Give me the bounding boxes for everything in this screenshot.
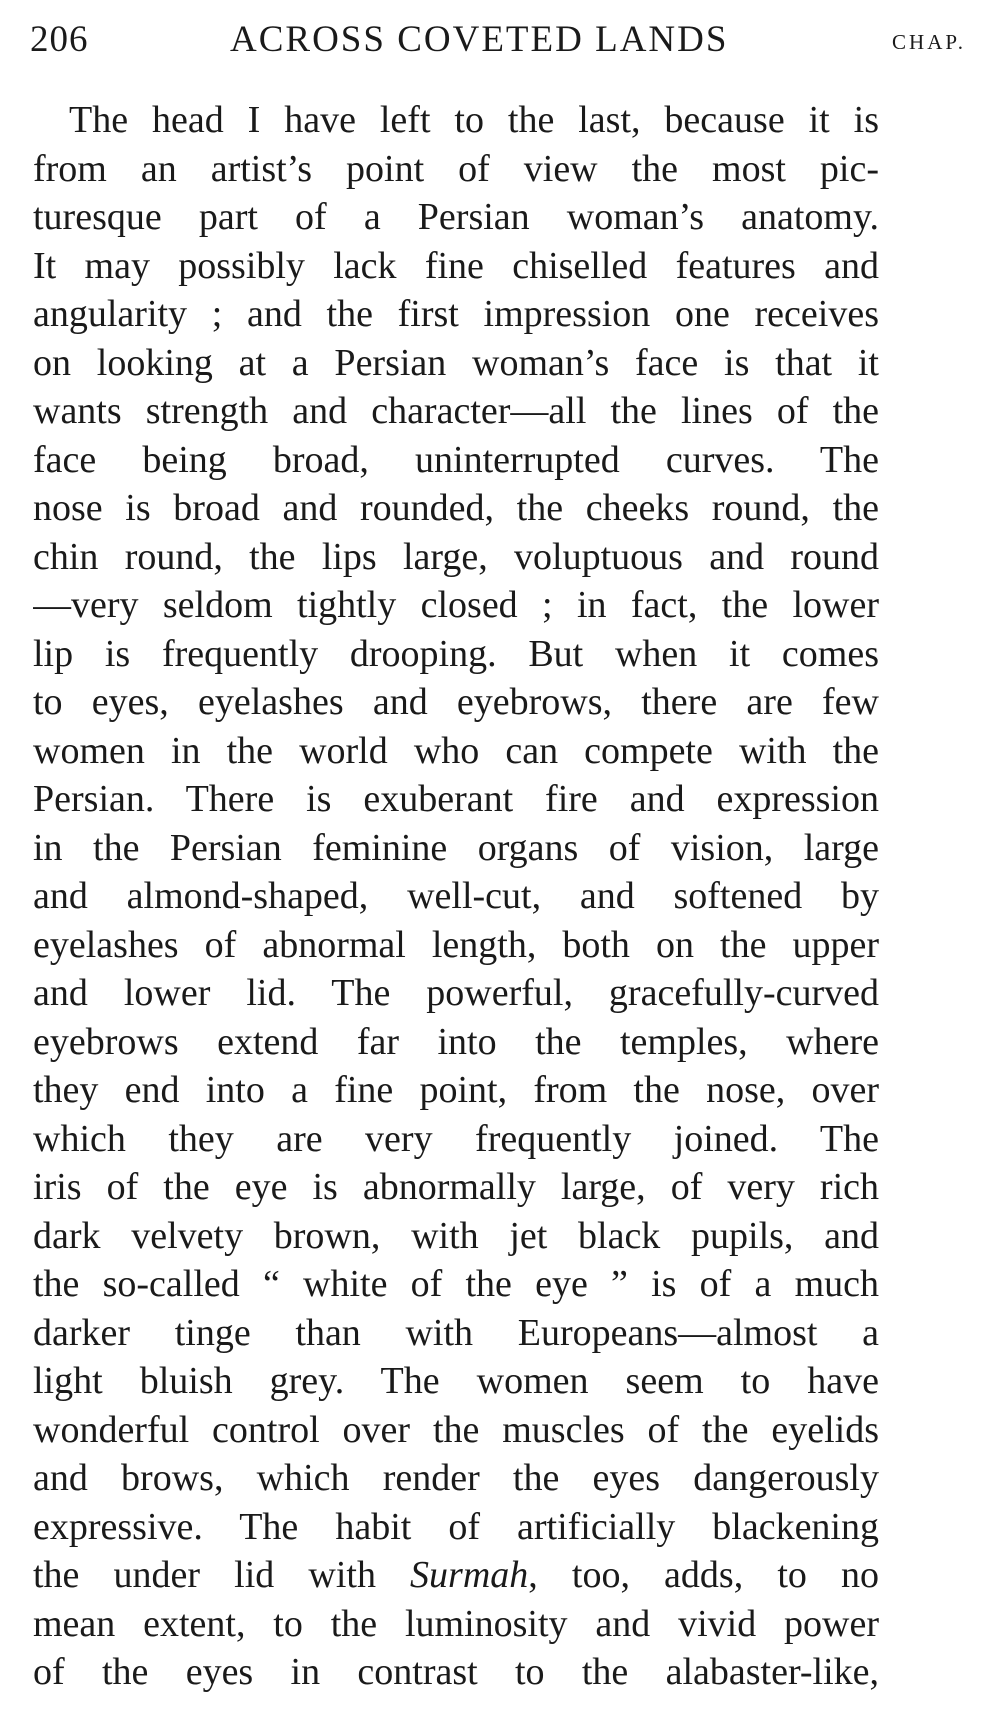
text-line: from an artist’s point of view the most pic- bbox=[33, 147, 879, 190]
text-line: mean extent, to the luminosity and vivid power bbox=[33, 1602, 879, 1645]
italic-term: Surmah bbox=[410, 1554, 529, 1596]
text-line: and brows, which render the eyes dangerously bbox=[33, 1457, 879, 1499]
text-line: women in the world who can compete with the bbox=[33, 729, 879, 772]
text-line: chin round, the lips large, voluptuous and round bbox=[33, 535, 879, 578]
text-line: eyebrows extend far into the temples, where bbox=[33, 1020, 879, 1063]
text-line: angularity ; and the first impression one receives bbox=[33, 293, 879, 335]
text-segment: the under lid with bbox=[33, 1554, 411, 1596]
book-title: ACROSS COVETED LANDS bbox=[230, 19, 729, 60]
text-line: wants strength and character—all the lines of the bbox=[33, 390, 879, 432]
text-line: face being broad, uninterrupted curves. The bbox=[33, 438, 879, 481]
text-line: which they are very frequently joined. The bbox=[33, 1117, 879, 1160]
text-segment: , too, adds, to no bbox=[528, 1554, 879, 1596]
text-line: on looking at a Persian woman’s face is that it bbox=[33, 341, 879, 384]
text-line: dark velvety brown, with jet black pupils, and bbox=[33, 1214, 879, 1257]
running-head bbox=[30, 18, 980, 68]
text-line: —very seldom tightly closed ; in fact, the lower bbox=[33, 584, 879, 626]
text-line: wonderful control over the muscles of the eyelids bbox=[33, 1408, 879, 1451]
text-line: to eyes, eyelashes and eyebrows, there are few bbox=[33, 681, 879, 723]
text-line: of the eyes in contrast to the alabaster-like, bbox=[33, 1651, 879, 1693]
text-line-with-italic bbox=[33, 1551, 879, 1600]
text-line: It may possibly lack fine chiselled features and bbox=[33, 244, 879, 287]
text-line: darker tinge than with Europeans—almost a bbox=[33, 1311, 879, 1354]
text-line: and lower lid. The powerful, gracefully-curved bbox=[33, 972, 879, 1014]
text-line: eyelashes of abnormal length, both on the upper bbox=[33, 923, 879, 966]
text-line: light bluish grey. The women seem to have bbox=[33, 1360, 879, 1402]
page-number: 206 bbox=[30, 19, 89, 60]
text-line: they end into a fine point, from the nose, over bbox=[33, 1069, 879, 1111]
text-line: The head I have left to the last, because it is bbox=[69, 99, 879, 141]
text-line: iris of the eye is abnormally large, of very rich bbox=[33, 1166, 879, 1208]
chapter-label: CHAP. bbox=[892, 30, 966, 54]
text-line: lip is frequently drooping. But when it comes bbox=[33, 632, 879, 675]
text-line: turesque part of a Persian woman’s anatomy. bbox=[33, 196, 879, 238]
text-line: Persian. There is exuberant fire and expression bbox=[33, 778, 879, 820]
text-line: and almond-shaped, well-cut, and softened by bbox=[33, 875, 879, 917]
text-line: nose is broad and rounded, the cheeks round, the bbox=[33, 487, 879, 529]
text-line: expressive. The habit of artificially blackening bbox=[33, 1505, 879, 1548]
text-line: in the Persian feminine organs of vision, large bbox=[33, 826, 879, 869]
body-paragraph bbox=[33, 96, 879, 1697]
text-line: the so-called “ white of the eye ” is of a much bbox=[33, 1263, 879, 1305]
